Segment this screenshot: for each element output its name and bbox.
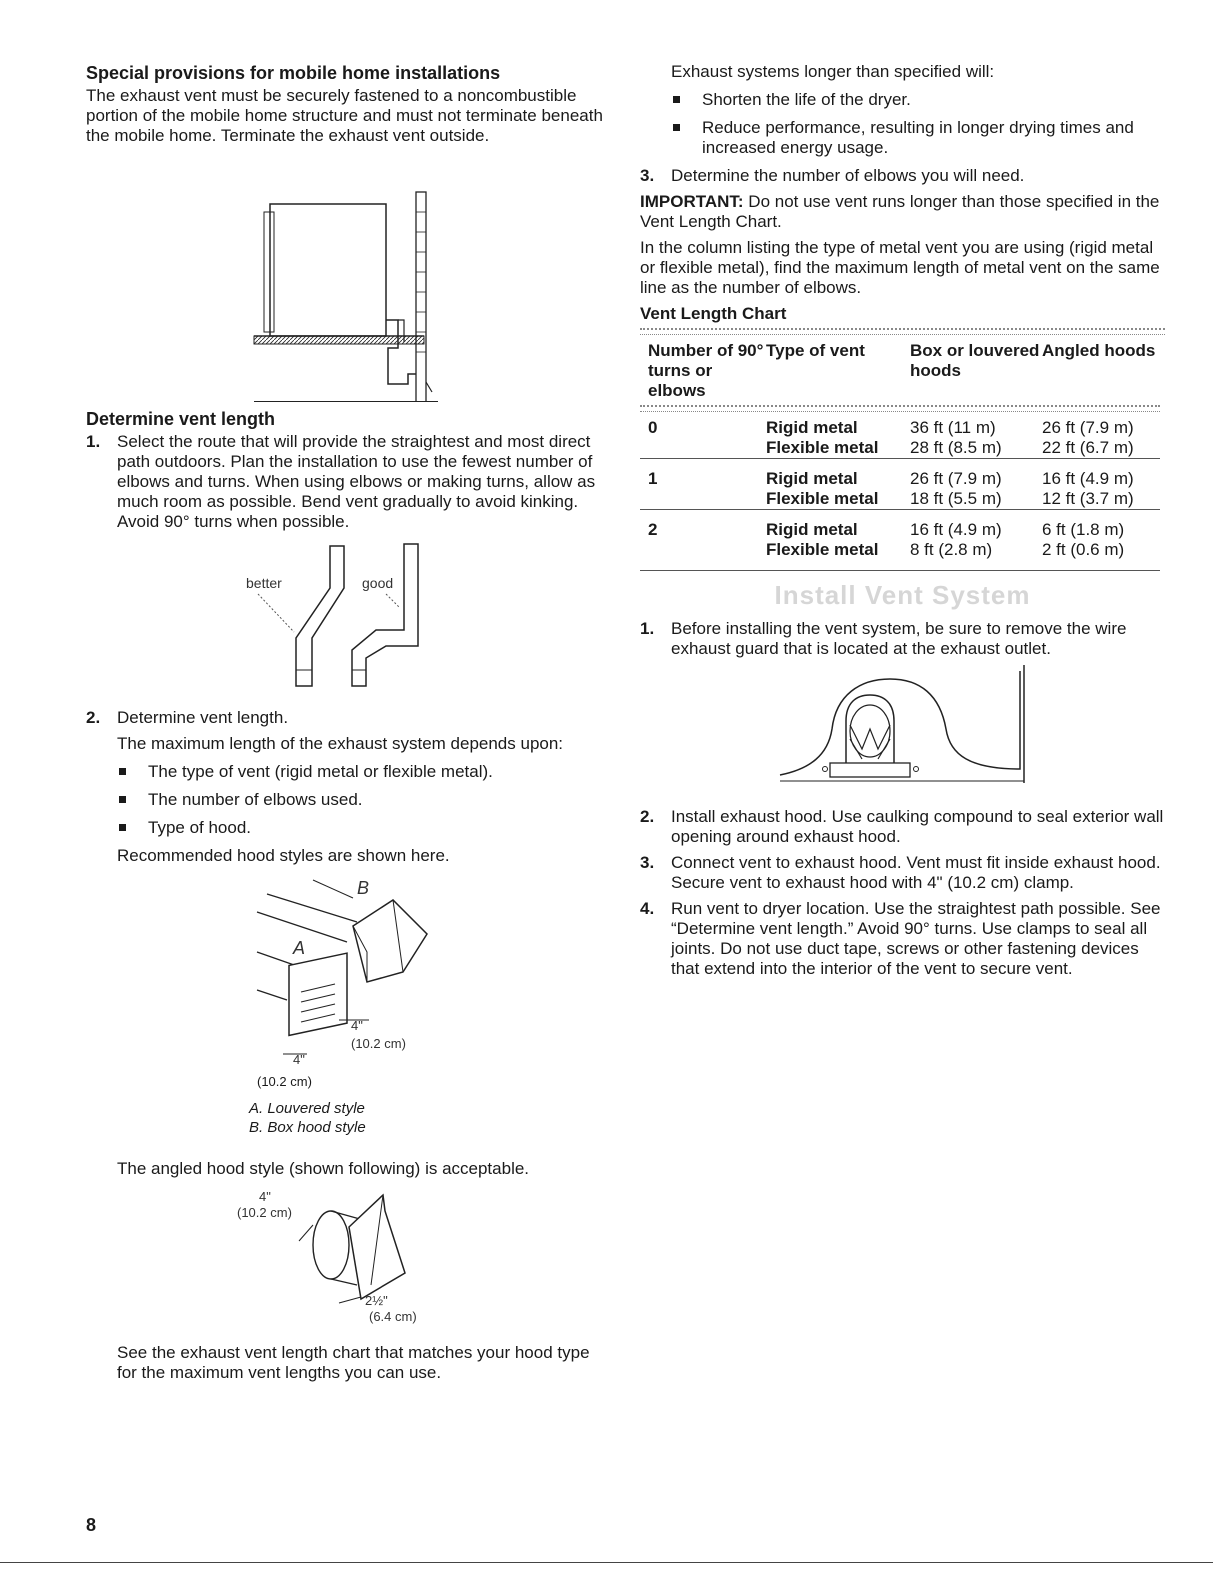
install-vent-system-heading: Install Vent System [774, 580, 1031, 610]
dim-10cm-angled: (10.2 cm) [237, 1205, 292, 1220]
mobile-home-text: The exhaust vent must be securely fastened to a noncombustible portion of the mobile home structure and must not terminate beneath the mobile home. Terminate the exhaust vent outside. [86, 86, 603, 145]
table-header-row [640, 341, 1160, 401]
bullet-hood: Type of hood. [117, 818, 606, 838]
table-row: Flexible metal 8 ft (2.8 m) 2 ft (0.6 m) [640, 540, 1160, 571]
table-row: Flexible metal 18 ft (5.5 m) 12 ft (3.7 m) [640, 489, 1160, 510]
chart-top-divider [640, 328, 1165, 335]
install-step-4: 4. Run vent to dryer location. Use the straightest path possible. See “Determine vent length.” Avoid 90° turns. Use clamps to seal all joints. Do not use duct tape, screws or other fastening devices that extend into the interior of the vent to secure vent. [640, 899, 1161, 978]
bullet-shorten-life: Shorten the life of the dryer. [671, 90, 1165, 110]
exhaust-intro: Exhaust systems longer than specified will: [671, 62, 995, 81]
hood-label-b: B [357, 878, 370, 898]
important-text: Do not use vent runs longer than those specified in the Vent Length Chart. [640, 192, 1160, 231]
install-step-3: 3. Connect vent to exhaust hood. Vent must fit inside exhaust hood. Secure vent to exhaust hood with 4" (10.2 cm) clamp. [640, 853, 1161, 892]
right-column [640, 62, 1165, 985]
hood-styles-illustration [117, 872, 606, 1072]
step-1-number: 1. [86, 432, 101, 451]
install-step-1: 1. Before installing the vent system, be sure to remove the wire exhaust guard that is located at the exhaust outlet. [640, 619, 1127, 658]
header-angled-hoods: Angled hoods [1042, 341, 1156, 360]
caption-box-hood: B. Box hood style [249, 1119, 366, 1136]
hood-label-a: A [293, 938, 306, 958]
chart-header-divider [640, 405, 1160, 412]
elbow-illustration [86, 538, 606, 698]
mobile-home-dryer-illustration [86, 152, 606, 402]
good-label: good [362, 575, 394, 591]
table-row: Flexible metal 28 ft (8.5 m) 22 ft (6.7 m) [640, 438, 1160, 459]
dim-10cm-louver: (10.2 cm) [257, 1074, 312, 1089]
bullet-reduce-performance: Reduce performance, resulting in longer drying times and increased energy usage. [671, 118, 1165, 158]
table-row: 0 Rigid metal 36 ft (11 m) 26 ft (7.9 m) [648, 418, 1134, 437]
dim-4in-angled: 4" [259, 1189, 271, 1204]
exhaust-outlet-illustration [640, 665, 1165, 795]
dim-4in-louver: 4" [293, 1052, 305, 1067]
table-row: 2 Rigid metal 16 ft (4.9 m) 6 ft (1.8 m) [648, 520, 1125, 539]
header-vent-type: Type of vent [766, 341, 865, 360]
header-box-hoods: Box or louvered hoods [910, 341, 1040, 380]
dim-4in-box: 4" [351, 1018, 363, 1033]
left-column [86, 62, 606, 1389]
bullet-vent-type: The type of vent (rigid metal or flexible metal). [117, 762, 606, 782]
step-2-number: 2. [86, 708, 101, 727]
dim-6cm: (6.4 cm) [369, 1309, 417, 1324]
important-label: IMPORTANT: [640, 192, 744, 211]
dim-10cm-box: (10.2 cm) [351, 1036, 406, 1051]
header-turns: Number of 90° turns or elbows [648, 341, 764, 400]
step-1 [86, 432, 606, 532]
column-instruction-text: In the column listing the type of metal vent you are using (rigid metal or flexible metal), find the maximum length of metal vent on the same line as the number of elbows. [640, 238, 1160, 297]
step-2 [86, 708, 606, 728]
page-number: 8 [86, 1515, 97, 1535]
vent-length-table [640, 341, 1160, 571]
mobile-home-heading: Special provisions for mobile home installations [86, 63, 501, 83]
angled-hood-illustration [117, 1185, 606, 1325]
dim-2half: 2½" [365, 1293, 388, 1308]
footer-rule [0, 1562, 1213, 1563]
caption-louvered: A. Louvered style [249, 1100, 365, 1117]
step-3 [640, 166, 1165, 186]
important-note [640, 192, 1165, 232]
step-3-text: Determine the number of elbows you will need. [671, 166, 1025, 185]
recommended-hoods-text: Recommended hood styles are shown here. [117, 846, 450, 865]
step-1-text: Select the route that will provide the straightest and most direct path outdoors. Plan the installation to use the fewest number of elbows and turns. When using elbows or making turns, allow as much room as possible. Bend vent gradually to avoid kinking. Avoid 90° turns when possible. [117, 432, 596, 531]
vent-length-chart-title: Vent Length Chart [640, 304, 787, 323]
install-step-2: 2. Install exhaust hood. Use caulking compound to seal exterior wall opening around exhaust hood. [640, 807, 1164, 846]
bullet-elbows: The number of elbows used. [117, 790, 606, 810]
determine-vent-length-heading: Determine vent length [86, 409, 276, 429]
step-3-number: 3. [640, 166, 655, 185]
max-length-text: The maximum length of the exhaust system depends upon: [117, 734, 564, 753]
table-row: 1 Rigid metal 26 ft (7.9 m) 16 ft (4.9 m) [648, 469, 1134, 488]
better-label: better [246, 575, 282, 591]
see-chart-text: See the exhaust vent length chart that matches your hood type for the maximum vent lengths you can use. [117, 1343, 590, 1382]
step-2-text: Determine vent length. [117, 708, 289, 727]
angled-hood-text: The angled hood style (shown following) is acceptable. [117, 1159, 530, 1178]
